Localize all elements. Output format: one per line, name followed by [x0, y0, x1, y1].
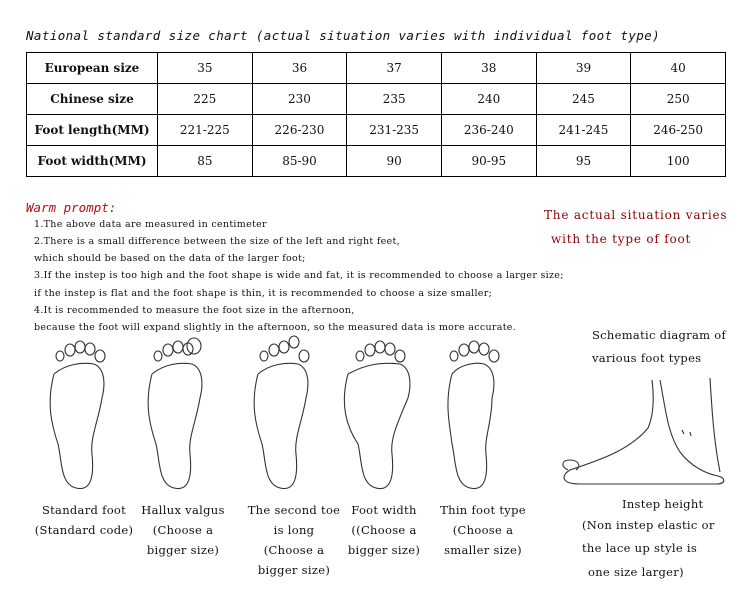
foot-caption-line: Thin foot type — [440, 503, 526, 517]
instep-side-view-icon — [540, 372, 750, 490]
side-note-line-1: The actual situation varies — [544, 208, 728, 222]
size-cell: 85-90 — [252, 146, 347, 177]
size-cell: 241-245 — [536, 115, 631, 146]
foot-caption-line: ((Choose a — [351, 523, 417, 537]
foot-caption-line: is long — [273, 523, 315, 537]
row-header: Foot length(MM) — [27, 115, 158, 146]
size-cell: 226-230 — [252, 115, 347, 146]
size-cell: 37 — [347, 53, 442, 84]
instep-caption-line: Instep height — [622, 497, 704, 511]
size-cell: 236-240 — [441, 115, 536, 146]
size-cell: 231-235 — [347, 115, 442, 146]
foot-caption-line: Hallux valgus — [141, 503, 225, 517]
foot-caption-line: bigger size) — [347, 543, 421, 557]
side-note-line-2: with the type of foot — [551, 232, 692, 246]
foot-caption-line: (Choose a — [263, 543, 325, 557]
row-header: Chinese size — [27, 84, 158, 115]
hallux-valgus-foot-icon — [140, 334, 212, 494]
thin-foot-icon — [436, 334, 508, 494]
warm-prompt-line: because the foot will expand slightly in the afternoon, so the measured data is more accurate. — [34, 322, 517, 333]
foot-caption-line: Standard foot — [41, 503, 127, 517]
warm-prompt-line: 3.If the instep is too high and the foot shape is wide and fat, it is recommended to choose a larger size; — [34, 270, 564, 281]
size-cell: 38 — [441, 53, 536, 84]
foot-caption-line: Foot width — [351, 503, 417, 517]
diagram-title-line-2: various foot types — [592, 351, 702, 365]
size-row — [27, 115, 726, 146]
standard-foot-icon — [42, 334, 114, 494]
warm-prompt-line: 2.There is a small difference between the size of the left and right feet, — [34, 236, 400, 247]
warm-prompt-heading: Warm prompt: — [26, 200, 117, 215]
size-cell: 221-225 — [158, 115, 253, 146]
instep-caption-line: one size larger) — [588, 565, 684, 579]
row-header: Foot width(MM) — [27, 146, 158, 177]
size-cell: 250 — [631, 84, 726, 115]
size-cell: 85 — [158, 146, 253, 177]
instep-caption-line: (Non instep elastic or — [582, 518, 715, 532]
size-cell: 39 — [536, 53, 631, 84]
size-cell: 240 — [441, 84, 536, 115]
chart-title: National standard size chart (actual situation varies with individual foot type) — [26, 28, 661, 43]
size-cell: 36 — [252, 53, 347, 84]
foot-caption-line: (Choose a — [152, 523, 214, 537]
warm-prompt-line: 1.The above data are measured in centimeter — [34, 219, 267, 230]
size-cell: 95 — [536, 146, 631, 177]
foot-caption-line: smaller size) — [444, 543, 522, 557]
warm-prompt-line: if the instep is flat and the foot shape is thin, it is recommended to choose a size smaller; — [34, 288, 493, 299]
size-table-body — [27, 53, 726, 177]
size-cell: 90-95 — [441, 146, 536, 177]
warm-prompt-line: which should be based on the data of the larger foot; — [34, 253, 306, 264]
size-cell: 230 — [252, 84, 347, 115]
diagram-title-line-1: Schematic diagram of — [592, 328, 727, 342]
foot-caption-line: bigger size) — [257, 563, 331, 577]
size-cell: 245 — [536, 84, 631, 115]
row-header: European size — [27, 53, 158, 84]
size-row — [27, 146, 726, 177]
foot-caption-line: (Choose a — [452, 523, 514, 537]
instep-caption-line: the lace up style is — [582, 541, 698, 555]
size-cell: 225 — [158, 84, 253, 115]
warm-prompt-line: 4.It is recommended to measure the foot size in the afternoon, — [34, 305, 355, 316]
size-row — [27, 53, 726, 84]
wide-foot-icon — [342, 334, 414, 494]
size-cell: 235 — [347, 84, 442, 115]
foot-caption-line: The second toe — [247, 503, 341, 517]
size-cell: 90 — [347, 146, 442, 177]
size-cell: 246-250 — [631, 115, 726, 146]
size-cell: 100 — [631, 146, 726, 177]
size-cell: 35 — [158, 53, 253, 84]
size-cell: 40 — [631, 53, 726, 84]
foot-caption-line: bigger size) — [146, 543, 220, 557]
foot-caption-line: (Standard code) — [34, 523, 134, 537]
size-table — [26, 52, 726, 177]
second-toe-long-foot-icon — [246, 334, 318, 494]
size-row — [27, 84, 726, 115]
